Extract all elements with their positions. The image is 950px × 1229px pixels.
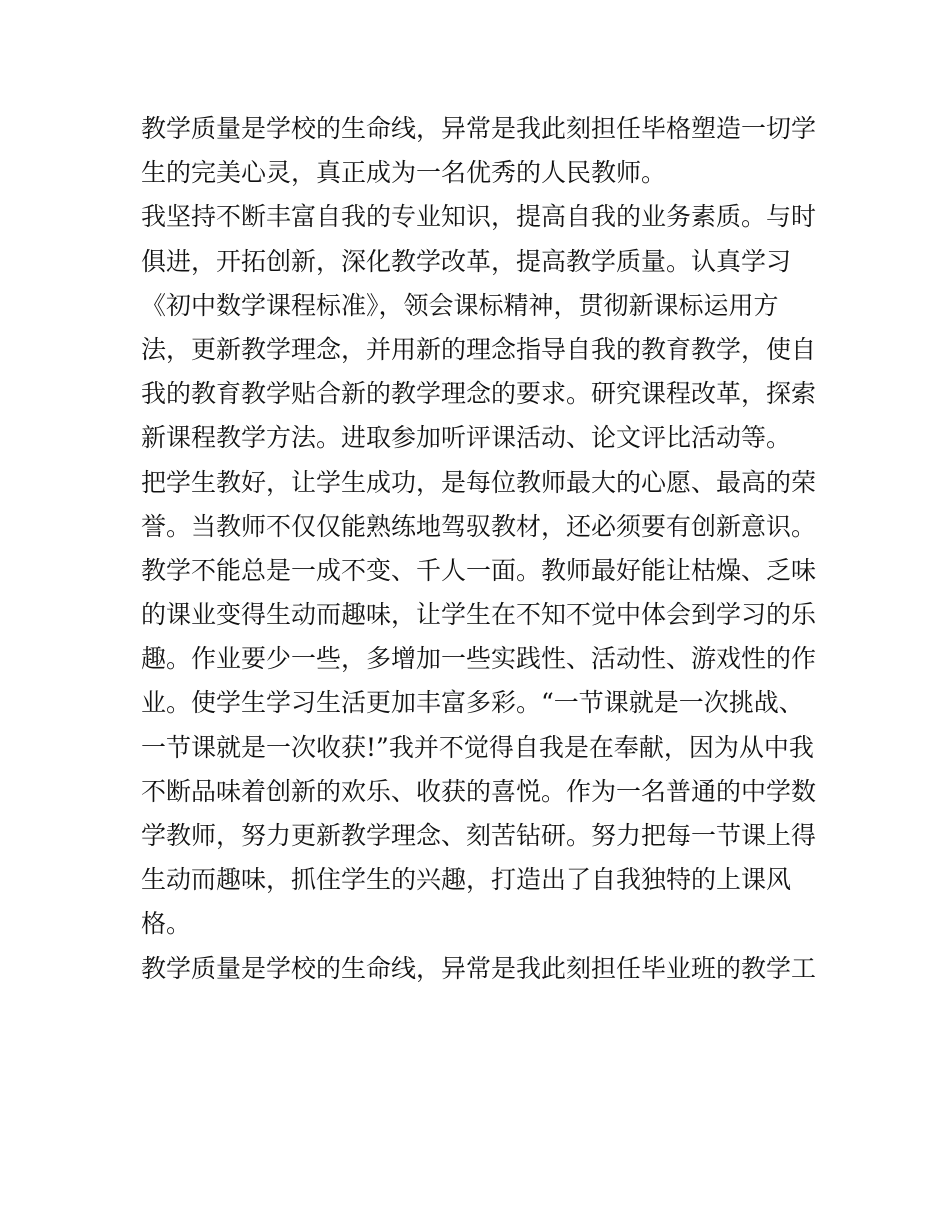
- text-line: 《初中数学课程标准》，领会课标精神，贯彻新课标运用方: [141, 290, 779, 320]
- text-line: 学教师，努力更新教学理念、刻苦钻研。努力把每一节课上得: [141, 821, 817, 850]
- text-line: 誉。当教师不仅仅能熟练地驾驭教材，还必须要有创新意识。: [141, 511, 817, 541]
- text-line: 生的完美心灵，真正成为一名优秀的人民教师。: [141, 158, 667, 188]
- text-line: 教学不能总是一成不变、千人一面。教师最好能让枯燥、乏味: [141, 555, 817, 585]
- body-text: [141, 107, 821, 991]
- text-line: 新课程教学方法。进取参加听评课活动、论文评比活动等。: [141, 423, 792, 453]
- text-line: 生动而趣味，抓住学生的兴趣，打造出了自我独特的上课风: [141, 865, 792, 895]
- text-line: 俱进，开拓创新，深化教学改革，提高教学质量。认真学习: [141, 246, 792, 276]
- text-line: 教学质量是学校的生命线，异常是我此刻担任毕格塑造一切学: [141, 114, 817, 143]
- text-line: 法，更新教学理念，并用新的理念指导自我的教育教学，使自: [141, 334, 817, 364]
- text-line: 不断品味着创新的欢乐、收获的喜悦。作为一名普通的中学数: [141, 776, 817, 806]
- text-line: 我的教育教学贴合新的教学理念的要求。研究课程改革，探索: [141, 379, 817, 409]
- text-line: 格。: [141, 909, 192, 939]
- text-line: 的课业变得生动而趣味，让学生在不知不觉中体会到学习的乐: [141, 600, 817, 630]
- text-line: 我坚持不断丰富自我的专业知识，提高自我的业务素质。与时: [141, 202, 817, 232]
- text-line: 趣。作业要少一些，多增加一些实践性、活动性、游戏性的作: [141, 644, 817, 674]
- text-line: 业。使学生学习生活更加丰富多彩。“一节课就是一次挑战、: [141, 688, 804, 718]
- text-line: 教学质量是学校的生命线，异常是我此刻担任毕业班的教学工: [141, 953, 817, 983]
- text-line: 一节课就是一次收获!”我并不觉得自我是在奉献，因为从中我: [141, 732, 814, 762]
- text-line: 把学生教好，让学生成功，是每位教师最大的心愿、最高的荣: [141, 467, 817, 497]
